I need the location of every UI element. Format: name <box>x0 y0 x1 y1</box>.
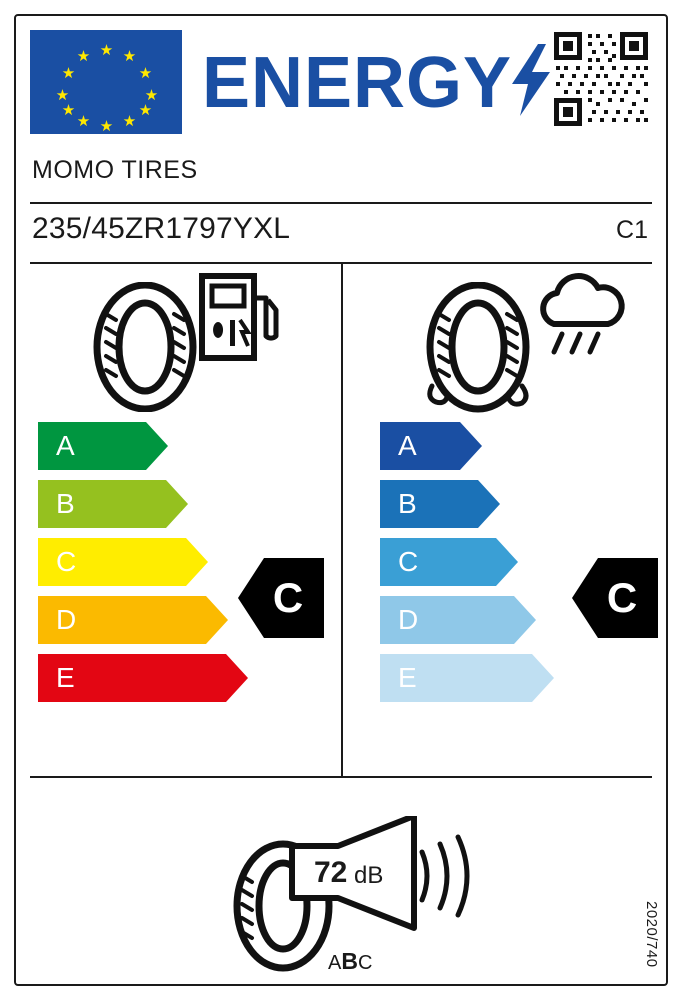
wet-grade-a <box>380 422 554 470</box>
grade-letter: D <box>398 604 419 635</box>
lightning-bolt-icon <box>508 44 552 116</box>
grade-letter: D <box>56 604 77 635</box>
grade-letter: A <box>398 430 417 461</box>
energy-title: ENERGY <box>202 43 513 123</box>
noise-unit: dB <box>354 862 384 889</box>
fuel-grade-d <box>38 596 248 644</box>
tyre-class: C1 <box>616 216 648 244</box>
wet-tyre-icon <box>416 282 546 437</box>
fuel-grade-a <box>38 422 248 470</box>
wet-grip-scale <box>380 422 554 712</box>
grade-letter: B <box>398 488 417 519</box>
grade-letter: C <box>398 546 419 577</box>
fuel-pump-icon <box>192 264 282 379</box>
label-header <box>16 16 666 134</box>
grade-letter: C <box>56 546 77 577</box>
tyre-icon <box>90 282 200 417</box>
grade-letter: B <box>56 488 75 519</box>
wet-result-badge <box>572 558 658 638</box>
rain-cloud-icon <box>532 272 632 372</box>
wet-grade-e <box>380 654 554 702</box>
divider-above-noise <box>30 776 652 778</box>
noise-section <box>16 806 666 986</box>
brand-name: MOMO TIRES <box>32 156 198 184</box>
wet-grade-b <box>380 480 554 528</box>
noise-class-scale <box>328 948 372 975</box>
wet-grade-d <box>380 596 554 644</box>
grade-letter: A <box>56 430 75 461</box>
tyre-energy-label <box>14 14 668 986</box>
tyre-size-row <box>16 212 666 260</box>
fuel-grade-c <box>38 538 248 586</box>
sound-waves-icon <box>414 834 474 923</box>
grade-letter: E <box>398 662 417 693</box>
eu-flag-icon: ★ ★ ★ ★ ★ ★ ★ ★ ★ ★ ★ ★ <box>30 30 182 134</box>
fuel-result-badge <box>238 558 324 638</box>
wet-grade-c <box>380 538 554 586</box>
fuel-grade-e <box>38 654 248 702</box>
noise-class-a: A <box>328 952 342 974</box>
noise-class-b: B <box>341 948 358 974</box>
divider-top <box>30 202 652 204</box>
noise-class-c: C <box>357 952 373 974</box>
wet-result-letter: C <box>606 574 638 621</box>
noise-value: 72 <box>314 856 348 889</box>
fuel-grade-b <box>38 480 248 528</box>
qr-code-icon <box>552 30 650 128</box>
tyre-size: 235/45ZR1797YXL <box>32 212 291 245</box>
regulation-code: 2020/740 <box>643 901 660 968</box>
fuel-efficiency-scale <box>38 422 248 712</box>
fuel-result-letter: C <box>272 574 304 621</box>
pictogram-row <box>16 264 666 414</box>
grade-letter: E <box>56 662 75 693</box>
